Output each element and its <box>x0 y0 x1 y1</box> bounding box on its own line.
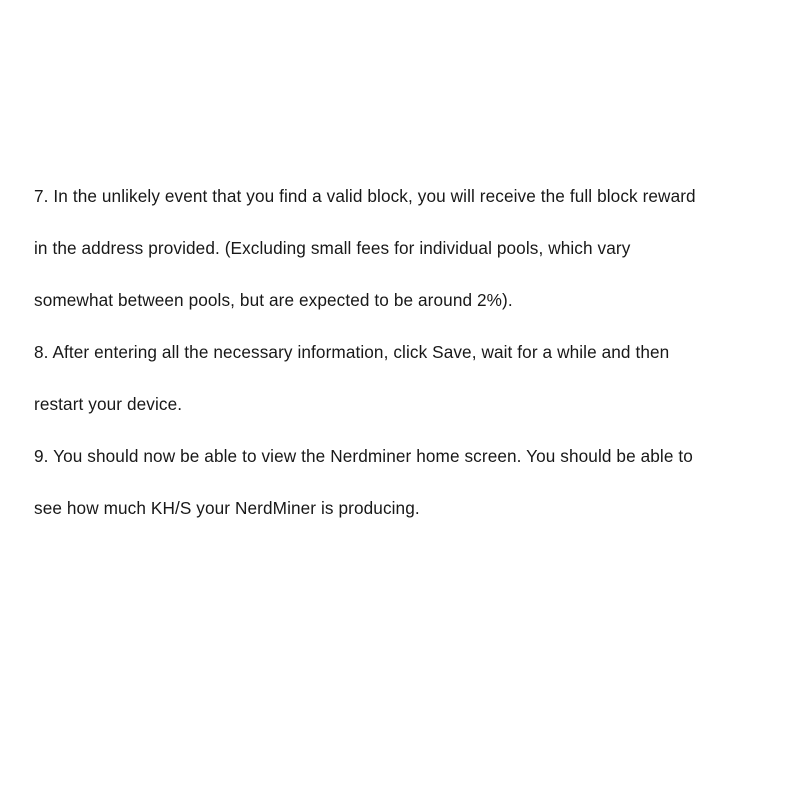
text-line: restart your device. <box>34 394 183 414</box>
text-line: in the address provided. (Excluding small fees for individual pools, which vary <box>34 238 631 258</box>
paragraph-item-9 <box>34 430 766 534</box>
text-line: see how much KH/S your NerdMiner is producing. <box>34 498 420 518</box>
text-line: 8. After entering all the necessary information, click Save, wait for a while and then <box>34 342 670 362</box>
text-line: somewhat between pools, but are expected to be around 2%). <box>34 290 513 310</box>
paragraph-item-8 <box>34 326 766 430</box>
paragraph-item-7 <box>34 170 766 326</box>
text-line: 9. You should now be able to view the Nerdminer home screen. You should be able to <box>34 446 693 466</box>
text-line: 7. In the unlikely event that you find a valid block, you will receive the full block reward <box>34 186 696 206</box>
document-body <box>34 170 766 534</box>
